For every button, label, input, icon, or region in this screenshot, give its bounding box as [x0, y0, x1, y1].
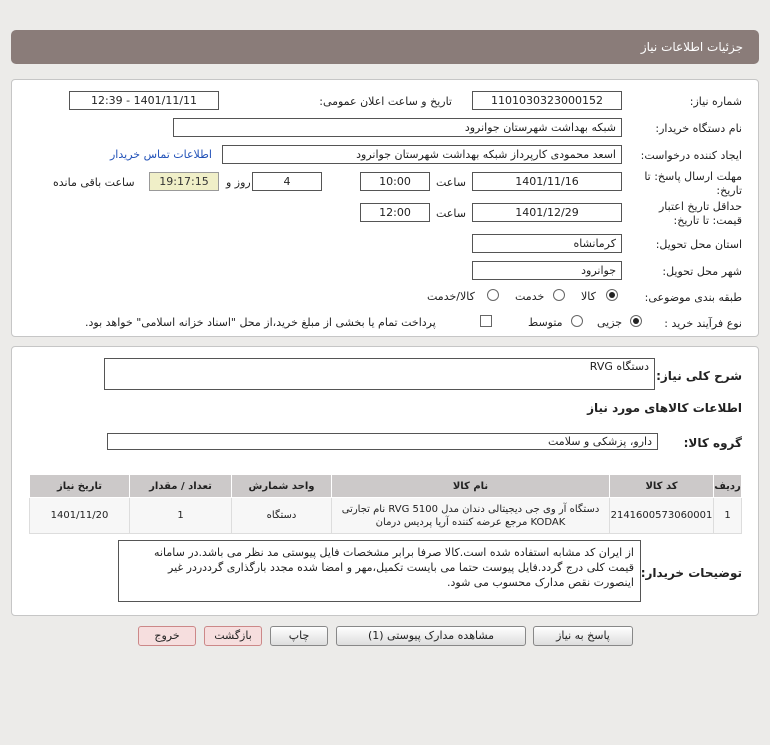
category-option-service: خدمت [515, 290, 545, 303]
cell-unit: دستگاه [232, 498, 332, 534]
cell-name: دستگاه آر وی جی دیجیتالی دندان مدل RVG 5100 نام تجارتی KODAK مرجع عرضه کننده آریا پردیس درمان [332, 498, 610, 534]
creator-field: اسعد محمودی کارپرداز شبکه بهداشت شهرستان جوانرود [222, 145, 622, 164]
need-number-field: 1101030323000152 [472, 91, 622, 110]
summary-field: دستگاه RVG [104, 358, 655, 390]
remaining-time-field: 19:17:15 [149, 172, 219, 191]
contact-buyer-link[interactable]: اطلاعات تماس خریدار [110, 148, 212, 161]
process-option-minor: جزیی [597, 316, 623, 329]
category-option-goods-service: کالا/خدمت [427, 290, 475, 303]
reply-date-field: 1401/11/16 [472, 172, 622, 191]
province-label: استان محل تحویل: [655, 238, 742, 251]
price-time-label: ساعت [436, 207, 466, 220]
cell-qty: 1 [130, 498, 232, 534]
process-radio-minor[interactable] [630, 315, 642, 327]
col-index: ردیف [714, 475, 742, 498]
exit-button[interactable]: خروج [138, 626, 196, 646]
category-radio-goods-service[interactable] [487, 289, 499, 301]
category-radio-goods[interactable] [606, 289, 618, 301]
print-button[interactable]: چاپ [270, 626, 328, 646]
city-field: جوانرود [472, 261, 622, 280]
announce-label: تاریخ و ساعت اعلان عمومی: [319, 95, 452, 108]
cell-code: 2141600573060001 [610, 498, 714, 534]
page-header [11, 30, 759, 64]
days-field: 4 [252, 172, 322, 191]
remaining-label: ساعت باقی مانده [53, 176, 135, 189]
category-radio-service[interactable] [553, 289, 565, 301]
attachments-button[interactable]: مشاهده مدارک پیوستی (1) [336, 626, 526, 646]
cell-index: 1 [714, 498, 742, 534]
treasury-note: پرداخت تمام یا بخشی از مبلغ خرید،از محل "اسناد خزانه اسلامی" خواهد بود. [85, 316, 436, 329]
reply-button[interactable]: پاسخ به نیاز [533, 626, 633, 646]
col-name: نام کالا [332, 475, 610, 498]
treasury-checkbox[interactable] [480, 315, 492, 327]
reply-time-field: 10:00 [360, 172, 430, 191]
back-button[interactable]: بازگشت [204, 626, 262, 646]
process-label: نوع فرآیند خرید : [664, 317, 742, 330]
buyer-notes-label: توضیحات خریدار: [640, 566, 742, 580]
reply-time-label: ساعت [436, 176, 466, 189]
items-section-title: اطلاعات کالاهای مورد نیاز [587, 401, 742, 415]
province-field: کرمانشاه [472, 234, 622, 253]
col-code: کد کالا [610, 475, 714, 498]
summary-label: شرح کلی نیاز: [656, 369, 742, 383]
days-label: روز و [226, 176, 251, 189]
price-time-field: 12:00 [360, 203, 430, 222]
reply-deadline-label: مهلت ارسال پاسخ: تا تاریخ: [644, 170, 742, 197]
buyer-org-field: شبکه بهداشت شهرستان جوانرود [173, 118, 622, 137]
group-label: گروه کالا: [683, 436, 742, 450]
announce-field: 1401/11/11 - 12:39 [69, 91, 219, 110]
city-label: شهر محل تحویل: [662, 265, 742, 278]
col-qty: تعداد / مقدار [130, 475, 232, 498]
items-table [29, 474, 742, 534]
price-validity-label: حداقل تاریخ اعتبار قیمت: تا تاریخ: [658, 200, 742, 227]
process-option-medium: متوسط [528, 316, 563, 329]
col-date: تاریخ نیاز [30, 475, 130, 498]
cell-date: 1401/11/20 [30, 498, 130, 534]
need-number-label: شماره نیاز: [689, 95, 742, 108]
buyer-notes-field: از ایران کد مشابه استفاده شده است.کالا صرفا برابر مشخصات فایل پیوستی مد نظر می باشد.در سامانه قیمت کلی درج گردد.فایل پیوست حتما می بایست تکمیل،مهر و امضا شده مجدد بارگذاری گرددردر غیر اینصورت نقص مدارک محسوب می شود. [118, 540, 641, 602]
price-date-field: 1401/12/29 [472, 203, 622, 222]
category-label: طبقه بندی موضوعی: [644, 291, 742, 304]
page-title: جزئیات اطلاعات نیاز [640, 40, 743, 54]
buyer-org-label: نام دستگاه خریدار: [655, 122, 742, 135]
group-field: دارو، پزشکی و سلامت [107, 433, 658, 450]
category-option-goods: کالا [581, 290, 596, 303]
process-radio-medium[interactable] [571, 315, 583, 327]
col-unit: واحد شمارش [232, 475, 332, 498]
creator-label: ایجاد کننده درخواست: [640, 149, 742, 162]
table-row [30, 498, 742, 534]
